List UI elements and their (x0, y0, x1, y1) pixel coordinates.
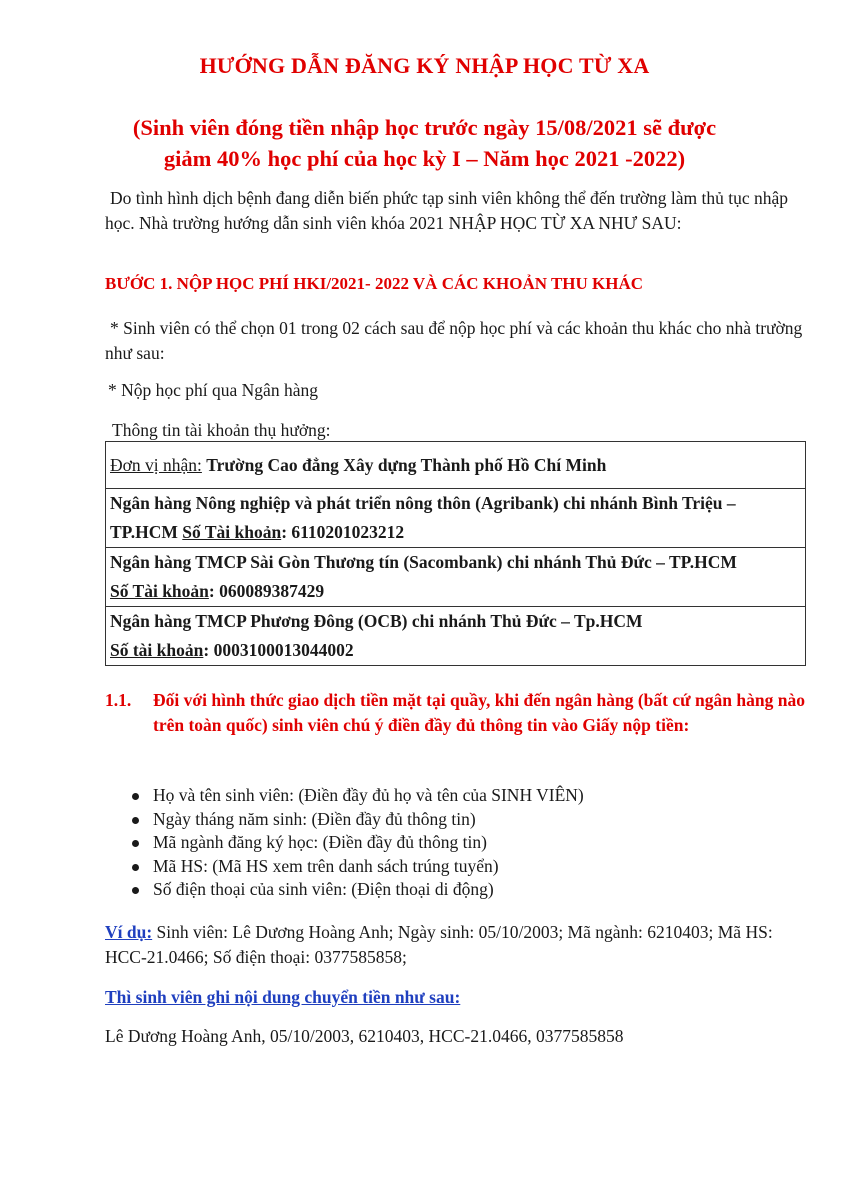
unit-label: Đơn vị nhận: (110, 454, 202, 475)
unit-cell (106, 442, 806, 489)
list-item (105, 808, 805, 832)
account-info-label: Thông tin tài khoản thụ hưởng: (112, 420, 331, 440)
list-item (105, 855, 805, 879)
list-item-text: Mã ngành đăng ký học: (Điền đầy đủ thông tin) (153, 832, 487, 852)
document-title: HƯỚNG DẪN ĐĂNG KÝ NHẬP HỌC TỪ XA (199, 53, 650, 78)
list-item-text: Họ và tên sinh viên: (Điền đầy đủ họ và tên của SINH VIÊN) (153, 785, 584, 805)
list-item-text: Ngày tháng năm sinh: (Điền đầy đủ thông tin) (153, 808, 476, 829)
bank-account-line (110, 518, 801, 547)
account-number-value: : 060089387429 (208, 581, 325, 601)
list-item (105, 831, 805, 855)
document-subtitle (60, 112, 789, 174)
account-number-label: Số Tài khoản (110, 581, 209, 601)
table-row-bank (106, 489, 806, 548)
bank-account-prefix: TP.HCM (110, 522, 183, 542)
list-item-text: Mã HS: (Mã HS xem trên danh sách trúng tuyển) (153, 855, 499, 876)
subtitle-line-1: (Sinh viên đóng tiền nhập học trước ngày 15/08/2021 sẽ được (132, 115, 717, 140)
bank-account-line (110, 577, 801, 606)
bank-name: Ngân hàng TMCP Phương Đông (OCB) chi nhánh Thủ Đức – Tp.HCM (110, 611, 643, 631)
table-row-bank (106, 548, 806, 607)
list-item (105, 784, 805, 808)
table-row-bank (106, 607, 806, 666)
section-1-1 (105, 688, 805, 738)
transfer-note: Thì sinh viên ghi nội dung chuyển tiền như sau: (105, 987, 461, 1007)
intro-paragraph (105, 186, 805, 235)
bank-option-content: * Nộp học phí qua Ngân hàng (108, 380, 318, 400)
bullet-icon (132, 887, 139, 894)
bank-accounts-table (105, 441, 806, 666)
section-text: Đối với hình thức giao dịch tiền mặt tại quầy, khi đến ngân hàng (bất cứ ngân hàng nào trên toàn quốc) sinh viên chú ý điền đầy đủ thông tin vào Giấy nộp tiền: (153, 690, 805, 735)
bank-cell-ocb (106, 607, 806, 666)
subtitle-line-2: giảm 40% học phí của học kỳ I – Năm học 2021 -2022) (163, 146, 686, 171)
bank-cell-agribank (106, 489, 806, 548)
transfer-content: Lê Dương Hoàng Anh, 05/10/2003, 6210403, HCC-21.0466, 0377585858 (105, 1026, 624, 1046)
unit-value: Trường Cao đẳng Xây dựng Thành phố Hồ Chí Minh (206, 454, 607, 475)
list-item (105, 878, 805, 902)
step-1-heading: BƯỚC 1. NỘP HỌC PHÍ HKI/2021- 2022 VÀ CÁC KHOẢN THU KHÁC (105, 274, 644, 293)
account-number-value: : 6110201023212 (281, 522, 405, 542)
bullet-icon (132, 840, 139, 847)
list-item-text: Số điện thoại của sinh viên: (Điện thoại di động) (153, 879, 494, 899)
section-number: 1.1. (105, 690, 132, 710)
bullet-icon (132, 817, 139, 824)
intro-text: Do tình hình dịch bệnh đang diễn biến phức tạp sinh viên không thể đến trường làm thủ tục nhập học. Nhà trường hướng dẫn sinh viên khóa 2021 NHẬP HỌC TỪ XA NHƯ SAU: (105, 188, 789, 233)
account-number-value: : 0003100013044002 (203, 640, 354, 660)
bank-option-text (105, 378, 805, 403)
example-paragraph (105, 920, 805, 969)
bank-cell-sacombank (106, 548, 806, 607)
bank-name: Ngân hàng Nông nghiệp và phát triển nông thôn (Agribank) chi nhánh Bình Triệu – (110, 493, 736, 513)
payment-choice-content: * Sinh viên có thể chọn 01 trong 02 cách sau để nộp học phí và các khoản thu khác cho nhà trường như sau: (105, 318, 803, 363)
example-text: Sinh viên: Lê Dương Hoàng Anh; Ngày sinh: 05/10/2003; Mã ngành: 6210403; Mã HS: HCC-21.0466; Số điện thoại: 0377585858; (105, 922, 773, 967)
bank-name: Ngân hàng TMCP Sài Gòn Thương tín (Sacombank) chi nhánh Thủ Đức – TP.HCM (110, 552, 737, 572)
payment-choice-text (105, 316, 805, 365)
required-fields-list (105, 784, 805, 902)
account-number-label: Số Tài khoản (182, 522, 282, 542)
bank-account-line (110, 636, 801, 665)
bullet-icon (132, 864, 139, 871)
account-number-label: Số tài khoản (110, 640, 204, 660)
table-row-unit (106, 442, 806, 489)
example-label: Ví dụ: (105, 922, 153, 942)
bullet-icon (132, 793, 139, 800)
